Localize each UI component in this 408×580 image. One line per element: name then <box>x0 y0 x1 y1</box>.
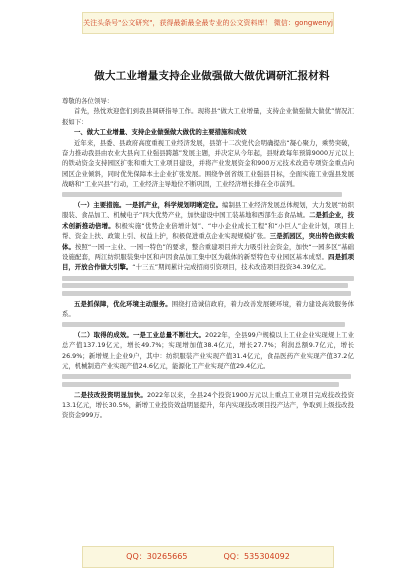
measures-paragraph: （一）主要措施。一是抓产业，科学规划明晰定位。编制县工业经济发展总体规划，大力发展“纺织服装、食品加工、机械电子”四大优势产业，加快建设中国工装基地和西部生态食品城。二是抓企业，技术创新推动倍增。积极实施“优势企业倍增计划”、“中小企业成长工程”和“小巨人”企业计划，项目上帮、资金上扶、政策上引、权益上护，积极促进重点企业实现规模扩张。三是抓园区，突出特色做实载体。按照“一园一主业、一园一特色”的要求，整合重建项目并大力吸引社会资金，加快“一园多区”基础设施配套，两江纺织服装集中区和声因食品加工集中区为载体的新型特色专业园区基本成型。四是抓项目，开放合作做大引擎。“十三五”期间累计完成招商引资项目，技术改造项目投资34.39亿元。 <box>62 201 354 272</box>
illegible-text-line <box>62 283 348 288</box>
bottom-contact-banner <box>82 546 334 568</box>
qq-contact: QQ：30265665 <box>126 552 188 561</box>
qq-contact-2: QQ：535304092 <box>223 552 290 561</box>
section-heading: 一、做大工业增量、支持企业做强做大做优的主要措施和成效 <box>74 128 247 137</box>
document-title: 做大工业增量支持企业做强做大做优调研汇报材料 <box>94 70 330 82</box>
illegible-text-line <box>62 192 342 197</box>
results-paragraph-1: （二）取得的成效。一是工业总量不断壮大。2022年，全县99户规模以上工业企业实现规上工业总产值137.19亿元，增长49.7%；实现增加值38.4亿元，增长27.7%；利润总额9.7亿元，增长26.9%；新增规上企业9户，其中：纺织服装产业实现产值31.4亿元，食品医药产业实现产值37.2亿元，机械制造产业实现产值24.6亿元，能源化工产业实现产值29.4亿元。 <box>62 330 354 371</box>
measures-paragraph-5: 五是抓保障，优化环境主动服务。围绕打造诚信政府，着力改善发展硬环境，着力建设高效服务体系。 <box>62 299 354 319</box>
illegible-text-line <box>62 374 351 379</box>
top-promo-banner: 关注头条号"公文研究"，获得最新最全最专业的公文资料库！ 微信：gongwenyj <box>82 12 334 34</box>
illegible-text-line <box>62 291 351 296</box>
intro-paragraph: 首先，热忱欢迎您们到我县调研指导工作。现将县“做大工业增量，支持企业做强做大做优”情况汇报如下： <box>62 107 354 126</box>
illegible-text-line <box>62 322 345 327</box>
salutation: 尊敬的各位领导： <box>62 97 114 105</box>
paragraph-1: 近年来，县委、县政府高度重视工业经济发展，县第十二次党代会明确提出“凝心聚力，乘势突破，奋力推动我县由农业大县向工业强县跨越”发展主题，并决定从今年起，县财政每年预算9000万元以上的铁动资金支持园区扩张和重大工业项目建设，并将产业发展资金和900万元技术改造专项资金重点向园区企业倾斜，同时优先保障本土企业扩张发展。围绕争创省级工业强县目标，全面实施工业强县发展战略和“工业兴县”行动，工业经济主导地位不断巩固，工业经济增长排在全市前列。 <box>62 138 354 189</box>
results-paragraph-2: 二是技改投资明显加快。2022年以来，全县24个投资1900万元以上重点工业项目完成技改投资13.1亿元，增长30.5%，新增工业投资效益明显提升，年内实现技改项目投产达产，争取到上级技改投资资金999万。 <box>62 390 354 420</box>
illegible-text-line <box>62 276 354 281</box>
document-body <box>62 96 354 536</box>
illegible-text-line <box>62 382 339 387</box>
